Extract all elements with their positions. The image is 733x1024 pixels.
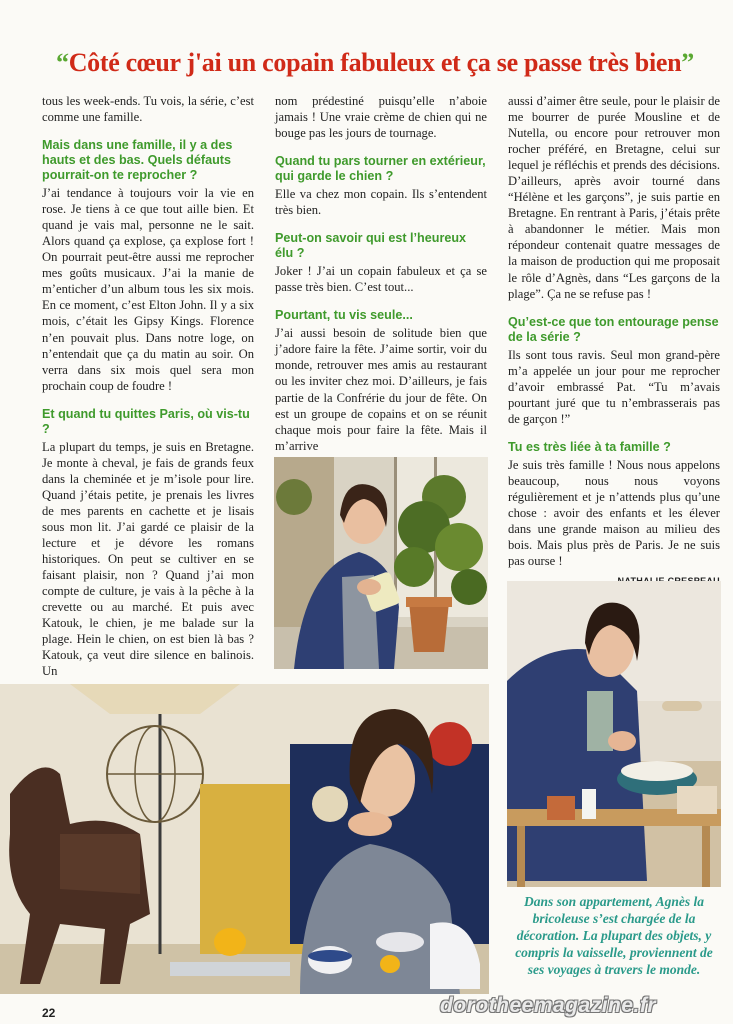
site-watermark: dorotheemagazine.fr <box>440 994 657 1017</box>
answer-ou-vis-tu: La plupart du temps, je suis en Bretagne. Je monte à cheval, je fais de grands feux dans la cheminée et je m’isole pour lire. Quand j’étais petite, je prenais les livres de mes parents en cachette et je lisais sous mon lit. J’ai gardé ce plaisir de la lecture et je dévore les romans historiques. On peut se cultiver en se faisant plaisir, non ? Quand j’ai mon compte de culture, je vais à la pêche à la crevette ou au marché. Et puis avec Katouk, le chien, je me balade sur la plage. Hein le chien, on est bien là bas ? Katouk, ça veut dire silence en balinois. Un <box>42 439 254 679</box>
question-famille: Tu es très liée à ta famille ? <box>508 439 671 454</box>
answer-famille: Je suis très famille ! Nous nous appelons beaucoup, nous nous voyons régulièrement et je n’attends plus qu’une chose : avoir des enfants et les élever dans une grande maison au milieu des bois. Mais plus près de Paris. Je ne suis pas ourse ! <box>508 457 720 569</box>
page-number: 22 <box>42 1006 56 1020</box>
question-chien: Quand tu pars tourner en extérieur, qui garde le chien ? <box>275 154 486 184</box>
headline-open-quote: “ <box>55 48 69 77</box>
question-entourage: Qu’est-ce que ton entourage pense de la série ? <box>508 314 719 344</box>
photo-sofa-portrait <box>0 684 489 994</box>
headline <box>30 48 720 78</box>
article-column-2 <box>275 93 487 454</box>
column-2-intro: nom prédestiné puisqu’elle n’aboie jamais ! Une vraie crème de chien qui ne bouge pas les jours de tournage. <box>275 94 487 141</box>
question-defauts: Mais dans une famille, il y a des hauts et des bas. Quels défauts pourrait-on te reprocher ? <box>42 138 233 183</box>
column-1-intro: tous les week-ends. Tu vois, la série, c’est comme une famille. <box>42 94 254 125</box>
question-heureux-elu: Peut-on savoir qui est l’heureux élu ? <box>275 231 467 261</box>
photo-watering-plant <box>274 457 488 669</box>
headline-close-quote: ” <box>681 48 694 77</box>
column-3-intro: aussi d’aimer être seule, pour le plaisir de me bourrer de purée Mousline et de Nutella, ou encore pour retrouver mon rocher préféré, en Bretagne, celui sur lequel je réfléchis et prends des décisions. D’ailleurs, après avoir tourné dans “Hélène et les garçons”, je suis partie en Bretagne. En rentrant à Paris, j’étais prête à abandonner le métier. Mais mon répondeur contenait quatre messages de la maison de production qui me proposait le rôle d’Agnès, dans “Les garçons de la plage”. Ça ne se refuse pas ! <box>508 94 720 301</box>
question-vis-seule: Pourtant, tu vis seule... <box>275 308 413 323</box>
article-column-1 <box>42 93 254 679</box>
answer-vis-seule: J’ai aussi besoin de solitude bien que j’adore faire la fête. J’aime sortir, voir du monde, retrouver mes amis au restaurant ou les inviter chez moi. D’ailleurs, je fais partie de la Confrérie du jour de fête. On est un groupe de copains et on se réunit chaque mois pour faire la fête. Mais il m’arrive <box>275 326 487 453</box>
answer-defauts: J’ai tendance à toujours voir la vie en rose. Je tiens à ce que tout aille bien. Et quand je vais mal, personne ne le sait. Alors quand ça explose, ça explose fort ! On pourrait peut-être aussi me reprocher mes goûts musicaux. J’ai la manie de m’enticher d’un album tous les six mois. En ce moment, c’est Elton John. Il y a six mois, c’était les Gipsy Kings. Florence n’en pouvait plus. Dans notre loge, on n’entendait que ça du matin au soir. On verra dans six mois quel sera mon prochain coup de foudre ! <box>42 186 254 393</box>
photo-caption: Dans son appartement, Agnès la bricoleuse s’est chargée de la décoration. La plupart des objets, y compris la vaisselle, proviennent de ses voyages à travers le monde. <box>515 894 713 977</box>
question-ou-vis-tu: Et quand tu quittes Paris, où vis-tu ? <box>42 406 250 436</box>
article-column-3 <box>508 93 720 589</box>
photo-sitting-with-bowl <box>507 581 721 887</box>
answer-chien: Elle va chez mon copain. Ils s’entendent très bien. <box>275 187 487 218</box>
answer-heureux-elu: Joker ! J’ai un copain fabuleux et ça se passe très bien. C’est tout... <box>275 264 487 295</box>
headline-text: Côté cœur j'ai un copain fabuleux et ça se passe très bien <box>68 48 682 77</box>
answer-entourage: Ils sont tous ravis. Seul mon grand-père m’a appelée un jour pour me reprocher d’avoir embrassé Pat. “Tu m’avais pourtant juré que tu n’embrasserais pas de garçon !” <box>508 347 720 426</box>
